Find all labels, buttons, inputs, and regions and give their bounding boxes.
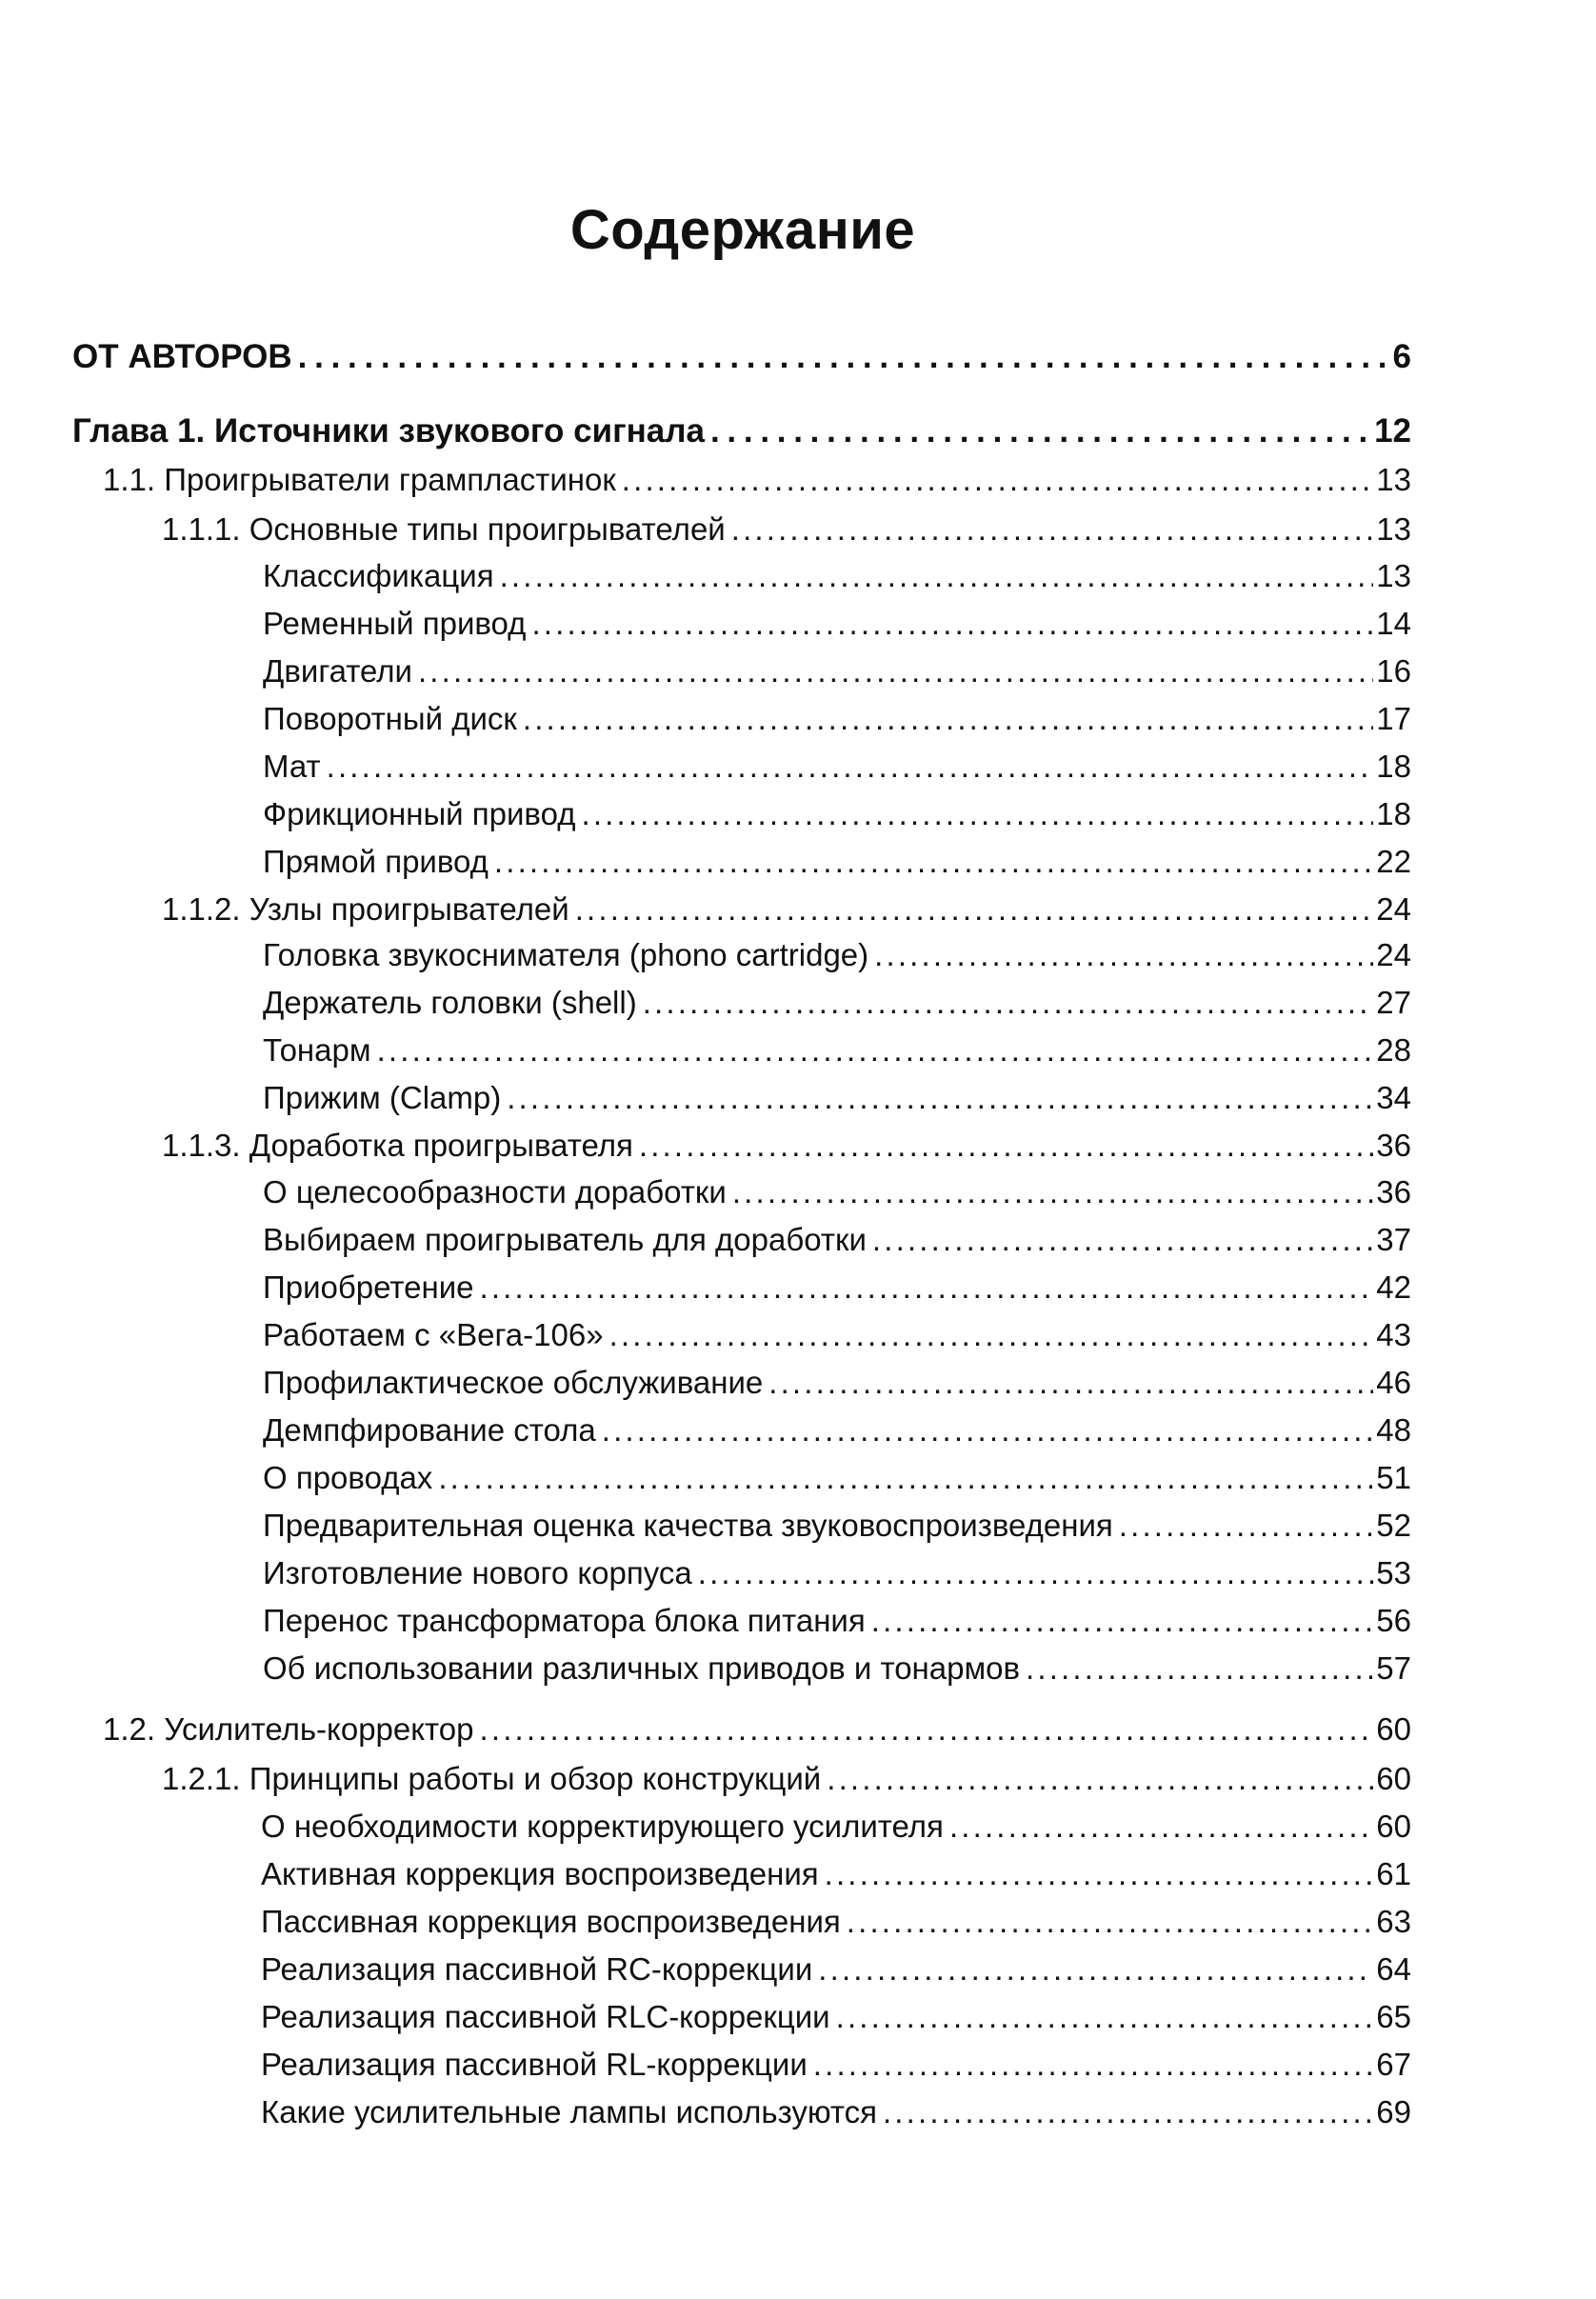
toc-entry-title: Реализация пассивной RL-коррекции (261, 2047, 808, 2082)
toc-entry-title: 1.1.3. Доработка проигрывателя (162, 1128, 633, 1163)
toc-entry[interactable] (263, 653, 1411, 690)
dot-leader (813, 2047, 1374, 2083)
dot-leader (1119, 1508, 1374, 1544)
toc-entry-page: 18 (1376, 749, 1411, 784)
toc-entry-title: О необходимости корректирующего усилителя (261, 1809, 944, 1844)
dot-leader (377, 1032, 1374, 1069)
toc-entry[interactable] (72, 412, 1411, 450)
toc-entry[interactable] (162, 891, 1411, 928)
toc-entry-page: 36 (1376, 1174, 1411, 1209)
toc-entry[interactable] (263, 1174, 1411, 1210)
toc-entry-page: 43 (1376, 1317, 1411, 1352)
toc-entry-title: 1.2. Усилитель-корректор (103, 1711, 474, 1747)
toc-entry[interactable] (263, 1460, 1411, 1496)
toc-entry-title: Изготовление нового корпуса (263, 1555, 692, 1590)
toc-entry-page: 12 (1374, 412, 1411, 450)
toc-entry-title: Реализация пассивной RC-коррекции (261, 1951, 813, 1987)
toc-entry[interactable] (72, 338, 1411, 376)
toc-entry-page: 13 (1376, 511, 1411, 547)
toc-entry[interactable] (261, 1809, 1411, 1845)
toc-entry[interactable] (263, 701, 1411, 737)
toc-entry-title: Реализация пассивной RLC-коррекции (261, 1999, 830, 2034)
toc-entry[interactable] (103, 462, 1411, 498)
toc-entry[interactable] (263, 1222, 1411, 1258)
toc-entry-title: Какие усилительные лампы используются (261, 2094, 877, 2129)
toc-entry[interactable] (261, 1951, 1411, 1988)
toc-entry[interactable] (162, 511, 1411, 548)
dot-leader (602, 1412, 1374, 1449)
dot-leader (609, 1317, 1374, 1353)
toc-entry[interactable] (263, 1650, 1411, 1687)
toc-entry-title: Пассивная коррекция воспроизведения (261, 1904, 841, 1939)
toc-entry-title: О целесообразности доработки (263, 1174, 727, 1209)
toc-entry[interactable] (263, 1603, 1411, 1639)
toc-entry-title: Классификация (263, 558, 494, 593)
toc-entry[interactable] (162, 1761, 1411, 1797)
toc-entry-title: Профилактическое обслуживание (263, 1365, 764, 1400)
dot-leader (639, 1128, 1373, 1164)
toc-entry-page: 37 (1376, 1222, 1411, 1257)
toc-entry-page: 60 (1376, 1761, 1411, 1796)
toc-entry[interactable] (263, 1365, 1411, 1401)
dot-leader (480, 1711, 1374, 1748)
toc-entry-title: 1.1. Проигрыватели грампластинок (103, 462, 616, 497)
toc-entry-page: 24 (1376, 937, 1411, 972)
dot-leader (479, 1269, 1373, 1306)
toc-entry[interactable] (261, 2047, 1411, 2083)
toc-entry-title: 1.2.1. Принципы работы и обзор конструкций (162, 1761, 822, 1796)
toc-entry-page: 64 (1376, 1951, 1411, 1987)
page-title: Содержание (569, 199, 916, 261)
toc-entry[interactable] (263, 1555, 1411, 1591)
dot-leader (768, 1365, 1373, 1401)
dot-leader (847, 1904, 1374, 1940)
dot-leader (507, 1080, 1373, 1116)
toc-entry-page: 56 (1376, 1603, 1411, 1638)
dot-leader (732, 1174, 1373, 1210)
toc-entry-page: 17 (1376, 701, 1411, 736)
toc-entry[interactable] (263, 606, 1411, 642)
toc-entry[interactable] (103, 1711, 1411, 1748)
toc-entry-page: 28 (1376, 1032, 1411, 1068)
toc-entry[interactable] (263, 937, 1411, 973)
toc-entry[interactable] (261, 1856, 1411, 1892)
toc-entry-page: 22 (1376, 844, 1411, 879)
toc-entry[interactable] (261, 1904, 1411, 1940)
toc-entry-page: 46 (1376, 1365, 1411, 1400)
toc-entry-title: Глава 1. Источники звукового сигнала (72, 412, 705, 450)
dot-leader (438, 1460, 1373, 1496)
toc-entry-page: 67 (1376, 2047, 1411, 2082)
toc-entry-page: 6 (1392, 338, 1411, 375)
toc-entry-title: Головка звукоснимателя (phono cartridge) (263, 937, 869, 972)
dot-leader (836, 1999, 1374, 2035)
dot-leader (298, 338, 1390, 376)
dot-leader (825, 1856, 1374, 1892)
dot-leader (731, 511, 1374, 548)
toc-entry[interactable] (263, 985, 1411, 1021)
dot-leader (874, 937, 1373, 973)
toc-entry-title: Активная коррекция воспроизведения (261, 1856, 819, 1891)
toc-entry-page: 53 (1376, 1555, 1411, 1590)
dot-leader (643, 985, 1374, 1021)
toc-entry-page: 13 (1376, 558, 1411, 593)
toc-entry-title: Демпфирование стола (263, 1412, 596, 1448)
dot-leader (818, 1951, 1373, 1988)
toc-entry-title: Выбираем проигрыватель для доработки (263, 1222, 867, 1257)
toc-entry[interactable] (263, 844, 1411, 880)
toc-entry-title: Предварительная оценка качества звуковоспроизведения (263, 1508, 1113, 1543)
toc-entry-page: 52 (1376, 1508, 1411, 1543)
dot-leader (581, 796, 1373, 832)
toc-entry[interactable] (263, 1269, 1411, 1306)
dot-leader (827, 1761, 1373, 1797)
toc-entry[interactable] (263, 1032, 1411, 1069)
dot-leader (531, 606, 1373, 642)
toc-entry-page: 57 (1376, 1650, 1411, 1686)
toc-entry-page: 16 (1376, 653, 1411, 689)
toc-entry[interactable] (263, 749, 1411, 785)
dot-leader (622, 462, 1373, 498)
toc-entry-title: ОТ АВТОРОВ (72, 338, 292, 375)
toc-entry[interactable] (263, 558, 1411, 594)
toc-entry-page: 60 (1376, 1809, 1411, 1844)
toc-entry-title: Поворотный диск (263, 701, 517, 736)
toc-entry-page: 60 (1376, 1711, 1411, 1747)
toc-entry[interactable] (263, 1317, 1411, 1353)
toc-entry-page: 63 (1376, 1904, 1411, 1939)
toc-entry-title: 1.1.1. Основные типы проигрывателей (162, 511, 726, 547)
toc-entry-title: 1.1.2. Узлы проигрывателей (162, 891, 569, 927)
toc-entry-page: 34 (1376, 1080, 1411, 1115)
toc-entry-page: 14 (1376, 606, 1411, 641)
toc-entry-page: 27 (1376, 985, 1411, 1020)
toc-entry-title: Ременный привод (263, 606, 527, 641)
toc-entry[interactable] (263, 1508, 1411, 1544)
toc-entry[interactable] (261, 2094, 1411, 2130)
toc-entry-title: Об использовании различных приводов и тонармов (263, 1650, 1021, 1686)
toc-entry-page: 51 (1376, 1460, 1411, 1495)
toc-entry-page: 48 (1376, 1412, 1411, 1448)
toc-entry-page: 13 (1376, 462, 1411, 497)
toc-entry-title: Прямой привод (263, 844, 489, 879)
toc-entry-title: Двигатели (263, 653, 412, 689)
toc-entry-page: 65 (1376, 1999, 1411, 2034)
toc-entry-page: 24 (1376, 891, 1411, 927)
toc-entry-title: Фрикционный привод (263, 796, 576, 831)
toc-entry[interactable] (263, 1412, 1411, 1449)
toc-entry-title: Приобретение (263, 1269, 474, 1305)
toc-entry-title: Мат (263, 749, 321, 784)
toc-entry[interactable] (263, 796, 1411, 832)
dot-leader (949, 1809, 1373, 1845)
dot-leader (871, 1603, 1374, 1639)
toc-entry-page: 69 (1376, 2094, 1411, 2129)
dot-leader (1026, 1650, 1373, 1687)
toc-entry-page: 42 (1376, 1269, 1411, 1305)
toc-entry[interactable] (261, 1999, 1411, 2035)
dot-leader (872, 1222, 1373, 1258)
toc-entry[interactable] (162, 1128, 1411, 1164)
toc-entry-page: 18 (1376, 796, 1411, 831)
toc-entry-page: 61 (1376, 1856, 1411, 1891)
dot-leader (698, 1555, 1374, 1591)
dot-leader (883, 2094, 1373, 2130)
toc-entry-title: Работаем с «Вега-106» (263, 1317, 604, 1352)
dot-leader (500, 558, 1374, 594)
toc-entry-title: Прижим (Clamp) (263, 1080, 502, 1115)
dot-leader (710, 412, 1371, 450)
toc-entry-title: О проводах (263, 1460, 433, 1495)
toc-entry[interactable] (263, 1080, 1411, 1116)
toc-entry-title: Перенос трансформатора блока питания (263, 1603, 866, 1638)
dot-leader (523, 701, 1373, 737)
dot-leader (494, 844, 1373, 880)
toc-entry-title: Тонарм (263, 1032, 371, 1068)
dot-leader (575, 891, 1374, 928)
dot-leader (327, 749, 1374, 785)
dot-leader (418, 653, 1373, 690)
toc-entry-title: Держатель головки (shell) (263, 985, 637, 1020)
toc-entry-page: 36 (1376, 1128, 1411, 1163)
